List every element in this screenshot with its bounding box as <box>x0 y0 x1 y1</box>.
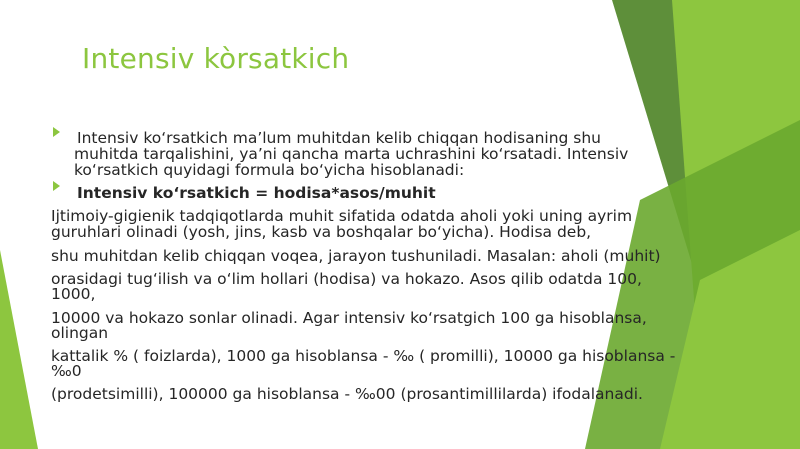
bullet-marker-icon <box>53 181 60 191</box>
bullet-marker-icon <box>53 127 60 137</box>
body-line: kattalik % ( foizlarda), 1000 ga hisoblansa - ‰ ( promilli), 10000 ga hisoblansa - <box>51 347 676 365</box>
formula-line: Intensiv ko‘rsatkich = hodisa*asos/muhit <box>77 184 436 202</box>
body-line: orasidagi tug‘ilish va o‘lim hollari (hodisa) va hokazo. Asos qilib odatda 100, <box>51 270 642 288</box>
bullet1-line1: Intensiv ko‘rsatkich ma’lum muhitdan kelib chiqqan hodisaning shu <box>77 129 602 147</box>
body-line: shu muhitdan kelib chiqqan voqea, jarayon tushuniladi. Masalan: aholi (muhit) <box>51 247 661 265</box>
left-corner-shape <box>0 250 38 449</box>
body-line: (prodetsimilli), 100000 ga hisoblansa - ‰00 (prosantimillilarda) ifodalanadi. <box>51 385 643 403</box>
body-line: guruhlari olinadi (yosh, jins, kasb va boshqalar bo‘yicha). Hodisa deb, <box>51 223 592 241</box>
body-line: 10000 va hokazo sonlar olinadi. Agar intensiv ko‘rsatgich 100 ga hisoblansa, <box>51 309 647 327</box>
body-line: olingan <box>51 324 109 342</box>
body-line: Ijtimoiy-gigienik tadqiqotlarda muhit sifatida odatda aholi yoki uning ayrim <box>51 207 633 225</box>
bullet1-line3: ko‘rsatkich quyidagi formula bo‘yicha hisoblanadi: <box>74 161 465 179</box>
slide-title: Intensiv kòrsatkich <box>82 42 350 75</box>
body-line: 1000, <box>51 285 96 303</box>
bullet1-line2: muhitda tarqalishini, ya’ni qancha marta uchrashini ko‘rsatadi. Intensiv <box>74 145 629 163</box>
body-line: ‰0 <box>51 362 82 380</box>
